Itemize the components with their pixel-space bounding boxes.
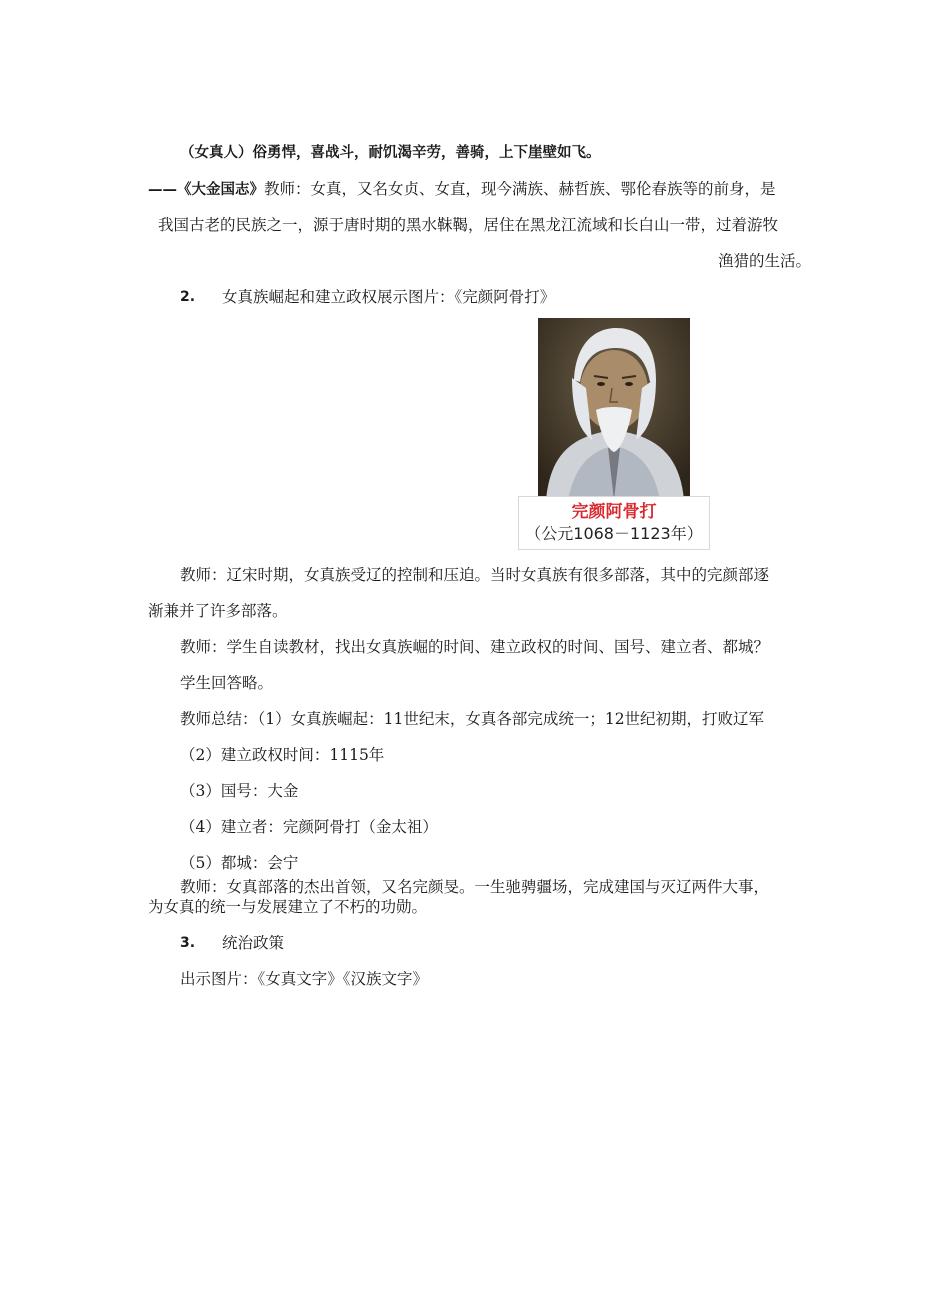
summary-item-3: （3）国号：大金 [180,782,299,800]
summary-item-4: （4）建立者：完颜阿骨打（金太祖） [180,818,438,836]
summary-item-2: （2）建立政权时间：1115年 [180,746,385,764]
portrait-caption [518,496,710,550]
paragraph-9-line-2: 为女真的统一与发展建立了不朽的功勋。 [148,898,428,916]
show-images-line: 出示图片：《女真文字》《汉族文字》 [180,970,429,988]
paragraph-2: 教师：学生自读教材，找出女真族崛的时间、建立政权的时间、国号、建立者、都城？ [180,638,770,656]
section-2-title: 女真族崛起和建立政权展示图片：《完颜阿骨打》 [222,288,556,306]
section-3-title: 统治政策 [222,934,285,952]
section-3-number: 3. [180,935,196,951]
portrait-caption-dates: （公元1068－1123年） [525,524,703,543]
paragraph-9-line-1: 教师：女真部落的杰出首领，又名完颜旻。一生驰骋疆场，完成建国与灭辽两件大事， [180,878,770,896]
paragraph-3: 学生回答略。 [180,674,274,692]
teacher-intro-line-3: 渔猎的生活。 [718,252,812,270]
portrait-figure [518,318,710,550]
summary-item-1: 教师总结：（1）女真族崛起：11世纪末，女真各部完成统一；12世纪初期，打败辽军 [180,710,765,728]
teacher-intro-line-1 [148,178,776,201]
quote-source: ——《大金国志》 [148,182,264,198]
paragraph-1-line-1: 教师：辽宋时期，女真族受辽的控制和压迫。当时女真族有很多部落，其中的完颜部逐 [180,566,770,584]
paragraph-1-line-2: 渐兼并了许多部落。 [148,602,288,620]
quote-line: （女真人）俗勇悍，喜战斗，耐饥渴辛劳，善骑，上下崖壁如飞。 [180,145,601,161]
teacher-intro-line-2: 我国古老的民族之一，源于唐时期的黑水靺鞨，居住在黑龙江流域和长白山一带，过着游牧 [158,216,779,234]
section-2-number: 2. [180,289,196,305]
teacher-intro-text: 教师：女真，又名女贞、女直，现今满族、赫哲族、鄂伦春族等的前身，是 [264,180,776,198]
portrait-caption-name: 完颜阿骨打 [571,502,657,522]
portrait-image [538,318,690,500]
summary-item-5: （5）都城：会宁 [180,854,299,872]
